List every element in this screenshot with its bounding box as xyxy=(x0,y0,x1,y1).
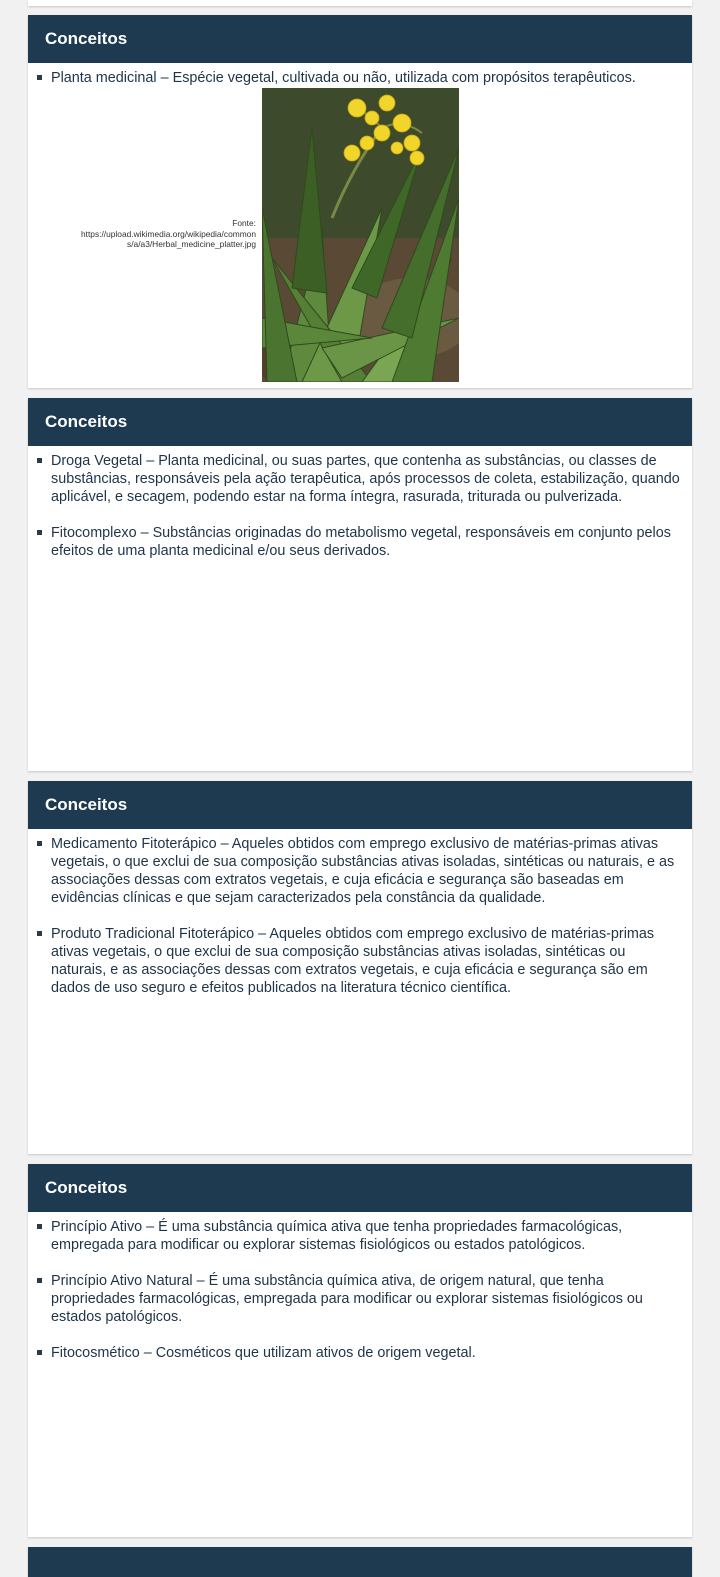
bullet-list xyxy=(28,1212,692,1362)
slide-2 xyxy=(28,398,692,771)
bullet-item: Fitocosmético – Cosméticos que utilizam ativos de origem vegetal. xyxy=(28,1344,692,1362)
slide-header-partial xyxy=(28,1547,692,1577)
slide-title: Conceitos xyxy=(28,781,692,829)
bullet-item: Droga Vegetal – Planta medicinal, ou suas partes, que contenha as substâncias, ou classes de substâncias, responsáveis pela ação terapêutica, após processos de coleta, estabilização, quando aplicável, e secagem, podendo estar na forma íntegra, rasurada, triturada ou pulverizada. xyxy=(28,452,692,506)
caption-label: Fonte: xyxy=(232,218,256,228)
slide-title: Conceitos xyxy=(28,398,692,446)
image-caption xyxy=(76,218,256,250)
bullet-item: Medicamento Fitoterápico – Aqueles obtidos com emprego exclusivo de matérias-primas ativas vegetais, o que exclui de sua composição substâncias ativas isoladas, sintéticas ou naturais, e as associações dessas com extratos vegetais, e cuja eficácia e segurança são baseadas em evidências clínicas e que sejam caracterizados pela constância da qualidade. xyxy=(28,835,692,907)
bullet-list xyxy=(28,829,692,997)
slide-title: Conceitos xyxy=(28,15,692,63)
bullet-item: Planta medicinal – Espécie vegetal, cultivada ou não, utilizada com propósitos terapêuticos. xyxy=(28,69,692,87)
bullet-item: Princípio Ativo – É uma substância química ativa que tenha propriedades farmacológicas, empregada para modificar ou explorar sistemas fisiológicos ou estados patológicos. xyxy=(28,1218,692,1254)
bullet-item: Princípio Ativo Natural – É uma substância química ativa, de origem natural, que tenha propriedades farmacológicas, empregada para modificar ou explorar sistemas fisiológicos ou estados patológicos. xyxy=(28,1272,692,1326)
slide-3 xyxy=(28,781,692,1154)
slide-1 xyxy=(28,15,692,388)
bullet-item: Fitocomplexo – Substâncias originadas do metabolismo vegetal, responsáveis em conjunto pelos efeitos de uma planta medicinal e/ou seus derivados. xyxy=(28,524,692,560)
slide-4 xyxy=(28,1164,692,1537)
caption-url: https://upload.wikimedia.org/wikipedia/commons/a/a3/Herbal_medicine_platter.jpg xyxy=(80,228,256,249)
bullet-list xyxy=(28,446,692,560)
bullet-list xyxy=(28,63,692,87)
slide-title: Conceitos xyxy=(28,1164,692,1212)
bullet-item: Produto Tradicional Fitoterápico – Aqueles obtidos com emprego exclusivo de matérias-primas ativas vegetais, o que exclui de sua composição substâncias ativas isoladas, sintéticas ou naturais, e as associações dessas com extratos vegetais, e cuja eficácia e segurança são em dados de uso seguro e efeitos publicados na literatura técnico científica. xyxy=(28,925,692,997)
slide-5-partial xyxy=(28,1547,692,1577)
aloe-plant-image xyxy=(262,88,459,382)
previous-slide-edge xyxy=(28,0,692,6)
